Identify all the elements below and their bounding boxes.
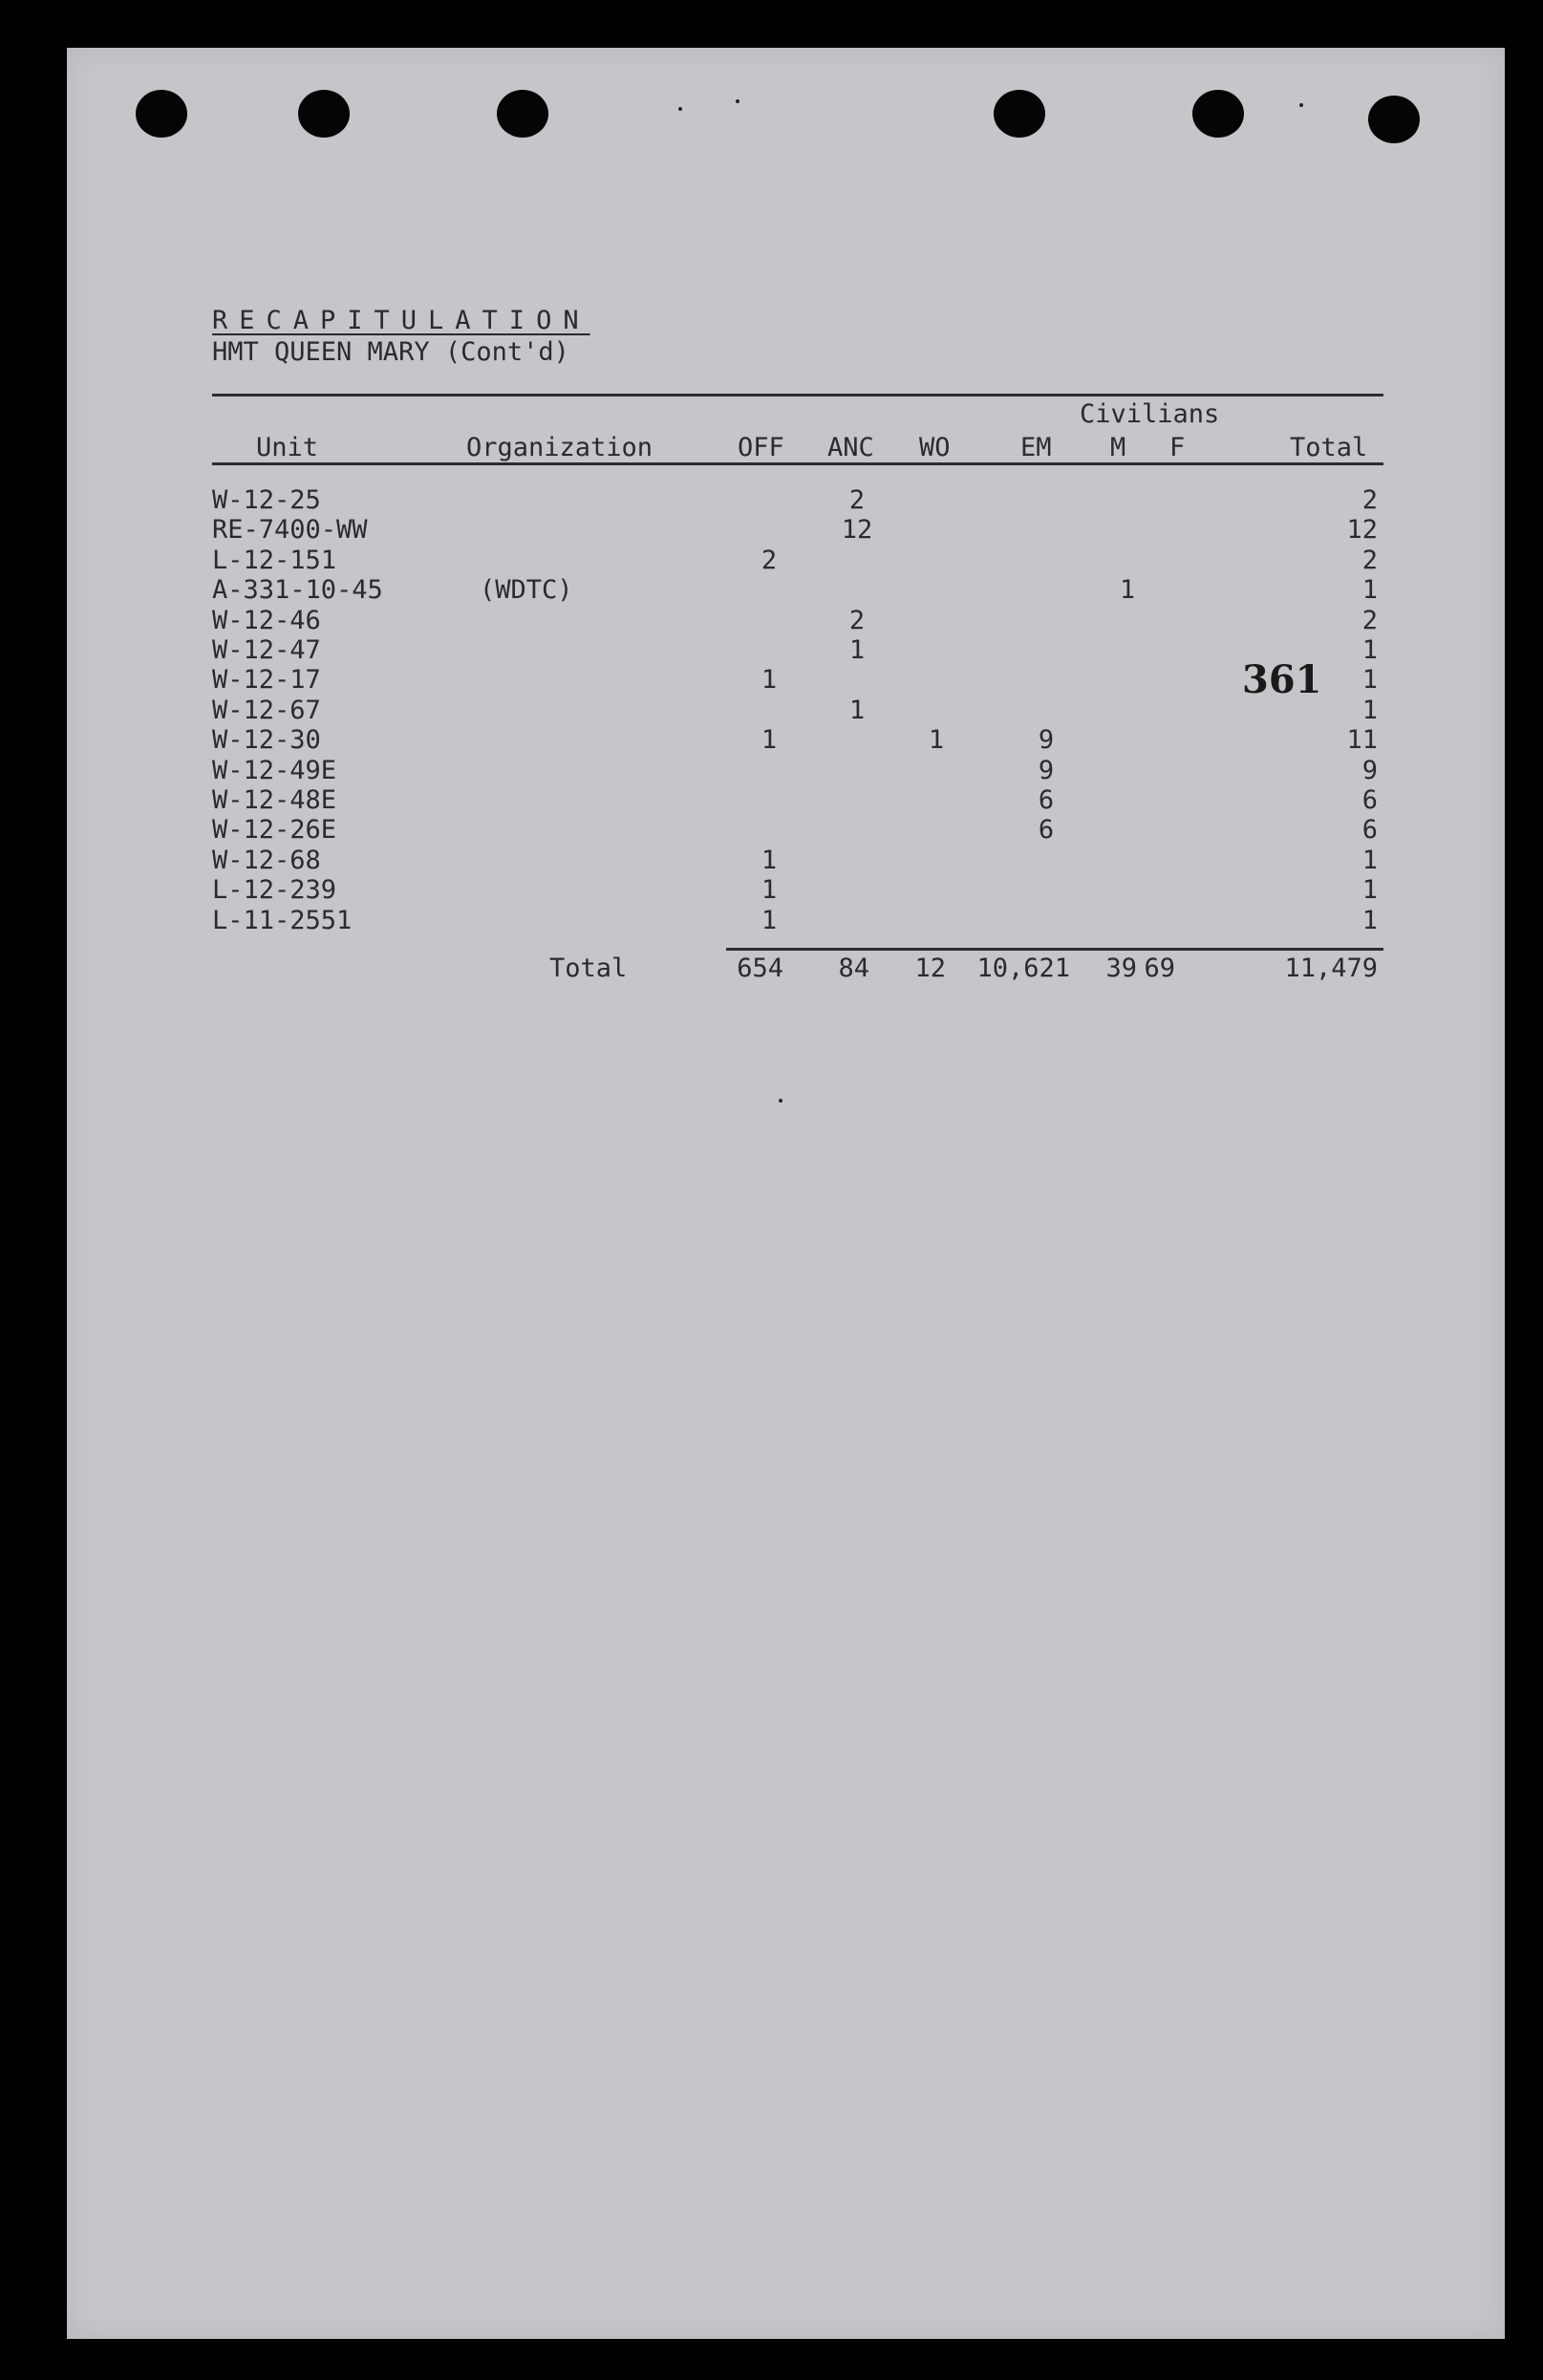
cell-unit: W-12-26E xyxy=(212,815,337,845)
cell-unit: W-12-47 xyxy=(212,635,321,665)
cell-unit: W-12-68 xyxy=(212,846,321,875)
cell-off: 2 xyxy=(761,546,778,575)
cell-unit: L-11-2551 xyxy=(212,906,353,935)
col-header-total: Total xyxy=(1290,433,1368,462)
cell-unit: W-12-46 xyxy=(212,606,321,635)
cell-total: 2 xyxy=(1361,606,1378,635)
punch-hole xyxy=(136,90,187,138)
cell-total: 11 xyxy=(1346,725,1378,755)
punch-hole xyxy=(1192,90,1244,138)
col-header-m: M xyxy=(1110,433,1126,462)
cell-anc: 2 xyxy=(848,606,866,635)
totals-f: 69 xyxy=(1144,954,1175,983)
cell-anc: 1 xyxy=(848,635,866,665)
cell-unit: W-12-25 xyxy=(212,485,321,515)
cell-anc: 12 xyxy=(841,515,873,545)
col-header-em: EM xyxy=(1020,433,1052,462)
page-number-stamp: 361 xyxy=(1242,657,1322,702)
paper-speck xyxy=(779,1099,782,1103)
cell-em: 9 xyxy=(1038,725,1055,755)
header-bottom-rule xyxy=(212,462,1383,465)
civilians-group-header: Civilians xyxy=(1080,399,1220,429)
cell-total: 2 xyxy=(1361,546,1378,575)
cell-unit: L-12-151 xyxy=(212,546,337,575)
col-header-off: OFF xyxy=(738,433,784,462)
cell-unit: W-12-30 xyxy=(212,725,321,755)
totals-anc: 84 xyxy=(838,954,869,983)
col-header-unit: Unit xyxy=(256,433,319,462)
cell-off: 1 xyxy=(761,725,778,755)
cell-unit: A-331-10-45 xyxy=(212,575,383,605)
cell-off: 1 xyxy=(761,906,778,935)
cell-unit: W-12-49E xyxy=(212,756,337,785)
totals-label: Total xyxy=(549,954,628,983)
cell-em: 9 xyxy=(1038,756,1055,785)
cell-unit: L-12-239 xyxy=(212,875,337,905)
paper-speck xyxy=(1299,103,1303,107)
cell-off: 1 xyxy=(761,875,778,905)
header-top-rule xyxy=(212,394,1383,397)
cell-total: 12 xyxy=(1346,515,1378,545)
punch-hole xyxy=(497,90,548,138)
totals-m: 39 xyxy=(1105,954,1137,983)
cell-em: 6 xyxy=(1038,815,1055,845)
document-title: RECAPITULATION xyxy=(212,306,590,335)
cell-anc: 2 xyxy=(848,485,866,515)
cell-total: 1 xyxy=(1361,846,1378,875)
document-page xyxy=(67,48,1505,2339)
cell-unit: W-12-67 xyxy=(212,696,321,725)
cell-total: 1 xyxy=(1361,635,1378,665)
cell-unit: RE-7400-WW xyxy=(212,515,368,545)
col-header-f: F xyxy=(1169,433,1186,462)
cell-total: 1 xyxy=(1361,696,1378,725)
cell-total: 1 xyxy=(1361,875,1378,905)
col-header-organization: Organization xyxy=(466,433,654,462)
cell-total: 1 xyxy=(1361,575,1378,605)
cell-total: 1 xyxy=(1361,665,1378,695)
paper-speck xyxy=(678,107,682,111)
totals-total: 11,479 xyxy=(1284,954,1378,983)
totals-wo: 12 xyxy=(914,954,946,983)
cell-total: 6 xyxy=(1361,785,1378,815)
cell-off: 1 xyxy=(761,846,778,875)
cell-wo: 1 xyxy=(928,725,945,755)
cell-anc: 1 xyxy=(848,696,866,725)
cell-org: (WDTC) xyxy=(480,575,573,605)
punch-hole xyxy=(298,90,350,138)
totals-em: 10,621 xyxy=(976,954,1070,983)
cell-total: 2 xyxy=(1361,485,1378,515)
cell-unit: W-12-48E xyxy=(212,785,337,815)
cell-total: 6 xyxy=(1361,815,1378,845)
document-subtitle: HMT QUEEN MARY (Cont'd) xyxy=(212,337,569,367)
cell-m: 1 xyxy=(1119,575,1136,605)
punch-hole xyxy=(1368,96,1420,143)
totals-rule xyxy=(726,948,1383,951)
totals-off: 654 xyxy=(737,954,783,983)
cell-unit: W-12-17 xyxy=(212,665,321,695)
cell-total: 1 xyxy=(1361,906,1378,935)
cell-off: 1 xyxy=(761,665,778,695)
col-header-anc: ANC xyxy=(827,433,874,462)
cell-em: 6 xyxy=(1038,785,1055,815)
punch-hole xyxy=(994,90,1045,138)
paper-speck xyxy=(736,99,739,103)
cell-total: 9 xyxy=(1361,756,1378,785)
col-header-wo: WO xyxy=(919,433,951,462)
